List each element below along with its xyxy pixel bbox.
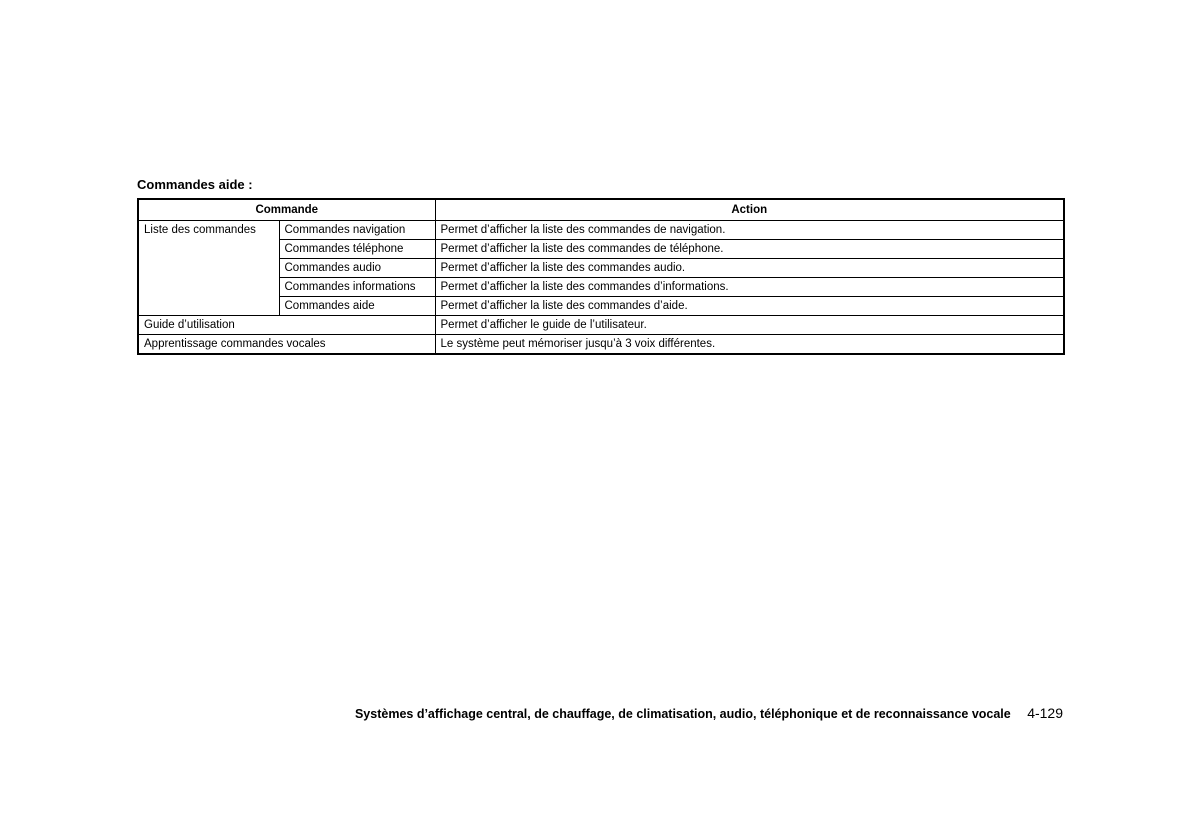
sub-command-cell: Commandes informations	[279, 278, 435, 297]
table-header-row	[138, 199, 1064, 221]
action-cell: Permet d’afficher la liste des commandes d’informations.	[435, 278, 1064, 297]
command-cell: Apprentissage commandes vocales	[138, 335, 435, 355]
header-command: Commande	[138, 199, 435, 221]
page-footer	[0, 705, 1063, 723]
action-cell: Permet d’afficher le guide de l’utilisateur.	[435, 316, 1064, 335]
footer-title: Systèmes d’affichage central, de chauffage, de climatisation, audio, téléphonique et de reconnaissance vocale	[354, 707, 1011, 721]
action-cell: Permet d’afficher la liste des commandes audio.	[435, 259, 1064, 278]
commands-table	[137, 198, 1065, 355]
sub-command-cell: Commandes aide	[279, 297, 435, 316]
action-cell: Permet d’afficher la liste des commandes de téléphone.	[435, 240, 1064, 259]
sub-command-cell: Commandes téléphone	[279, 240, 435, 259]
table-row	[138, 221, 1064, 240]
action-cell: Permet d’afficher la liste des commandes de navigation.	[435, 221, 1064, 240]
action-cell: Permet d’afficher la liste des commandes d’aide.	[435, 297, 1064, 316]
group-label-cell: Liste des commandes	[138, 221, 279, 316]
action-cell: Le système peut mémoriser jusqu’à 3 voix différentes.	[435, 335, 1064, 355]
table-row	[138, 335, 1064, 355]
page-number: 4-129	[1027, 705, 1063, 721]
sub-command-cell: Commandes audio	[279, 259, 435, 278]
sub-command-cell: Commandes navigation	[279, 221, 435, 240]
section-title: Commandes aide :	[137, 177, 253, 192]
header-action: Action	[435, 199, 1064, 221]
table-row	[138, 316, 1064, 335]
command-cell: Guide d’utilisation	[138, 316, 435, 335]
